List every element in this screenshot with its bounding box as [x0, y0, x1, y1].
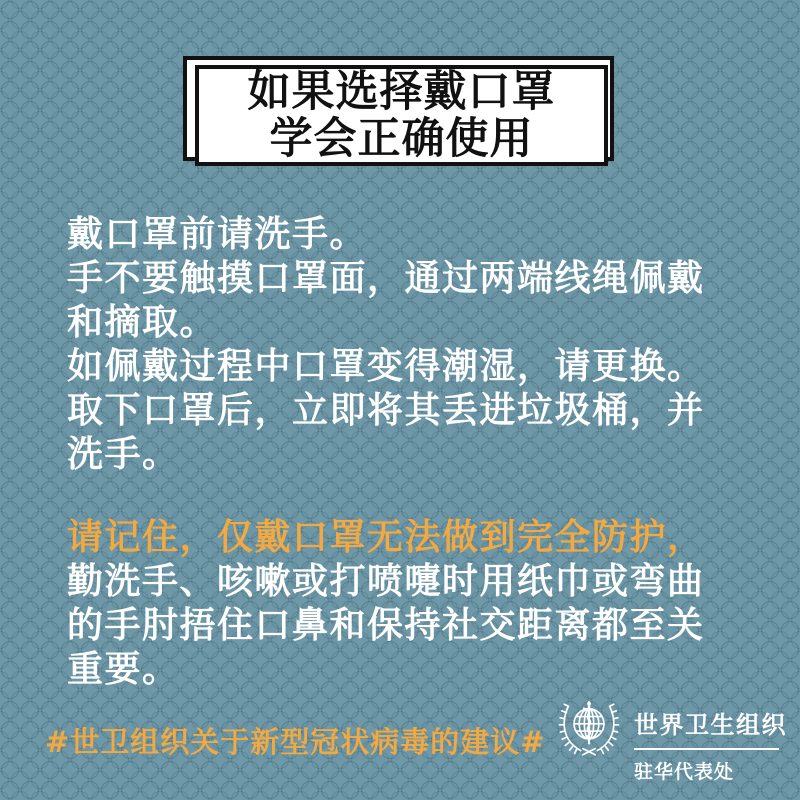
reminder-line: 重要。	[67, 649, 180, 690]
reminder-line: 的手肘捂住口鼻和保持社交距离都至关	[67, 605, 705, 646]
title-line-1: 如果选择戴口罩	[247, 66, 556, 117]
hashtag: #世卫组织关于新型冠状病毒的建议#	[45, 725, 546, 759]
instruction-line: 手不要触摸口罩面，通过两端线绳佩戴	[67, 258, 705, 299]
who-divider	[634, 748, 779, 750]
instructions-text	[67, 213, 767, 477]
instruction-line: 洗手。	[67, 434, 180, 475]
who-logo-text	[634, 705, 787, 784]
reminder-text	[67, 516, 767, 692]
instruction-line: 如佩戴过程中口罩变得潮湿，请更换。	[67, 346, 705, 387]
title-line-2: 学会正确使用	[269, 113, 534, 164]
title-banner	[195, 65, 608, 166]
instruction-line: 和摘取。	[67, 302, 218, 343]
who-org-name: 世界卫生组织	[634, 711, 787, 739]
reminder-highlight-line: 请记住，仅戴口罩无法做到完全防护，	[67, 517, 705, 558]
who-emblem-icon	[556, 697, 622, 763]
instruction-line: 取下口罩后，立即将其丢进垃圾桶，并	[67, 390, 705, 431]
instruction-line: 戴口罩前请洗手。	[67, 214, 368, 255]
who-logo	[556, 697, 787, 784]
who-office-name: 驻华代表处	[634, 761, 735, 783]
reminder-line: 勤洗手、咳嗽或打喷嚏时用纸巾或弯曲	[67, 561, 705, 602]
